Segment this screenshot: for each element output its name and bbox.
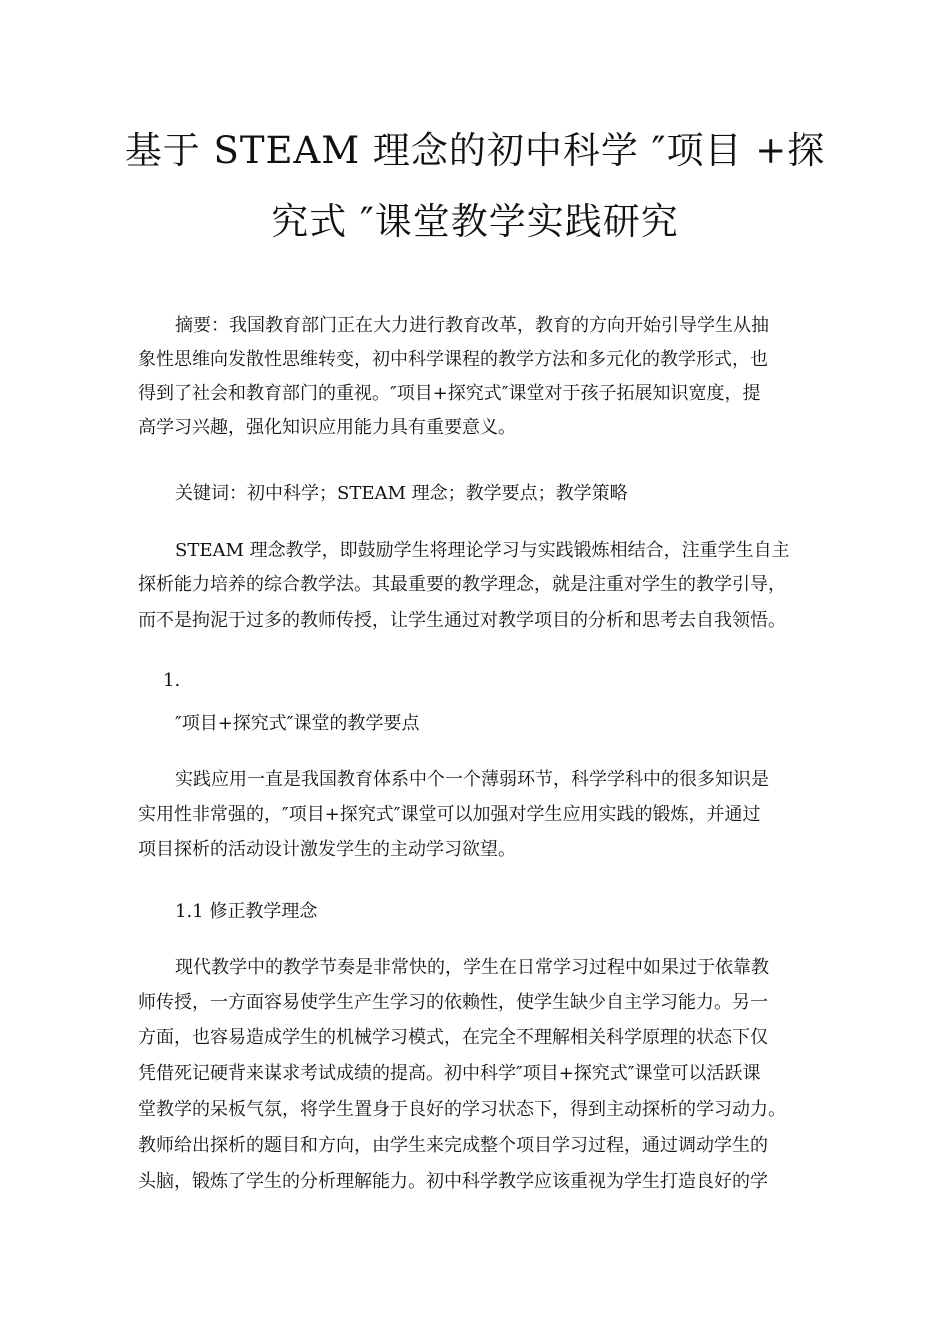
title-line-1: 基于 STEAM 理念的初中科学 ″项目 +探 (124, 129, 826, 172)
section-number: 1. (163, 670, 181, 691)
abstract-line-3: 得到了社会和教育部门的重视。″项目+探究式″课堂对于孩子拓展知识宽度，提 (138, 383, 761, 404)
subsection-line-6: 教师给出探析的题目和方向，由学生来完成整个项目学习过程，通过调动学生的 (138, 1135, 768, 1156)
section-line-3: 项目探析的活动设计激发学生的主动学习欲望。 (138, 839, 516, 860)
subsection-line-4: 凭借死记硬背来谋求考试成绩的提高。初中科学″项目+探究式″课堂可以活跃课 (138, 1063, 761, 1084)
abstract-line-2: 象性思维向发散性思维转变，初中科学课程的教学方法和多元化的教学形式，也 (138, 349, 768, 370)
subsection-line-2: 师传授，一方面容易使学生产生学习的依赖性，使学生缺少自主学习能力。另一 (138, 992, 768, 1013)
section-line-2: 实用性非常强的，″项目+探究式″课堂可以加强对学生应用实践的锻炼，并通过 (138, 804, 761, 825)
intro-line-2: 探析能力培养的综合教学法。其最重要的教学理念，就是注重对学生的教学引导， (138, 574, 786, 595)
subsection-heading: 1.1 修正教学理念 (175, 901, 318, 922)
abstract-line-1: 摘要：我国教育部门正在大力进行教育改革，教育的方向开始引导学生从抽 (175, 315, 769, 336)
subsection-line-1: 现代教学中的教学节奏是非常快的，学生在日常学习过程中如果过于依靠教 (175, 957, 769, 978)
subsection-line-5: 堂教学的呆板气氛，将学生置身于良好的学习状态下，得到主动探析的学习动力。 (138, 1099, 786, 1120)
subsection-line-7: 头脑，锻炼了学生的分析理解能力。初中科学教学应该重视为学生打造良好的学 (138, 1171, 768, 1192)
section-line-1: 实践应用一直是我国教育体系中个一个薄弱环节，科学学科中的很多知识是 (175, 769, 769, 790)
keywords-line: 关键词：初中科学；STEAM 理念；教学要点；教学策略 (175, 483, 628, 504)
section-heading: ″项目+探究式″课堂的教学要点 (175, 713, 420, 734)
subsection-line-3: 方面，也容易造成学生的机械学习模式，在完全不理解相关科学原理的状态下仅 (138, 1027, 768, 1048)
intro-line-1: STEAM 理念教学，即鼓励学生将理论学习与实践锻炼相结合，注重学生自主 (175, 540, 790, 561)
intro-line-3: 而不是拘泥于过多的教师传授，让学生通过对教学项目的分析和思考去自我领悟。 (138, 610, 786, 631)
title-line-2: 究式 ″课堂教学实践研究 (271, 200, 679, 243)
abstract-line-4: 高学习兴趣，强化知识应用能力具有重要意义。 (138, 417, 516, 438)
